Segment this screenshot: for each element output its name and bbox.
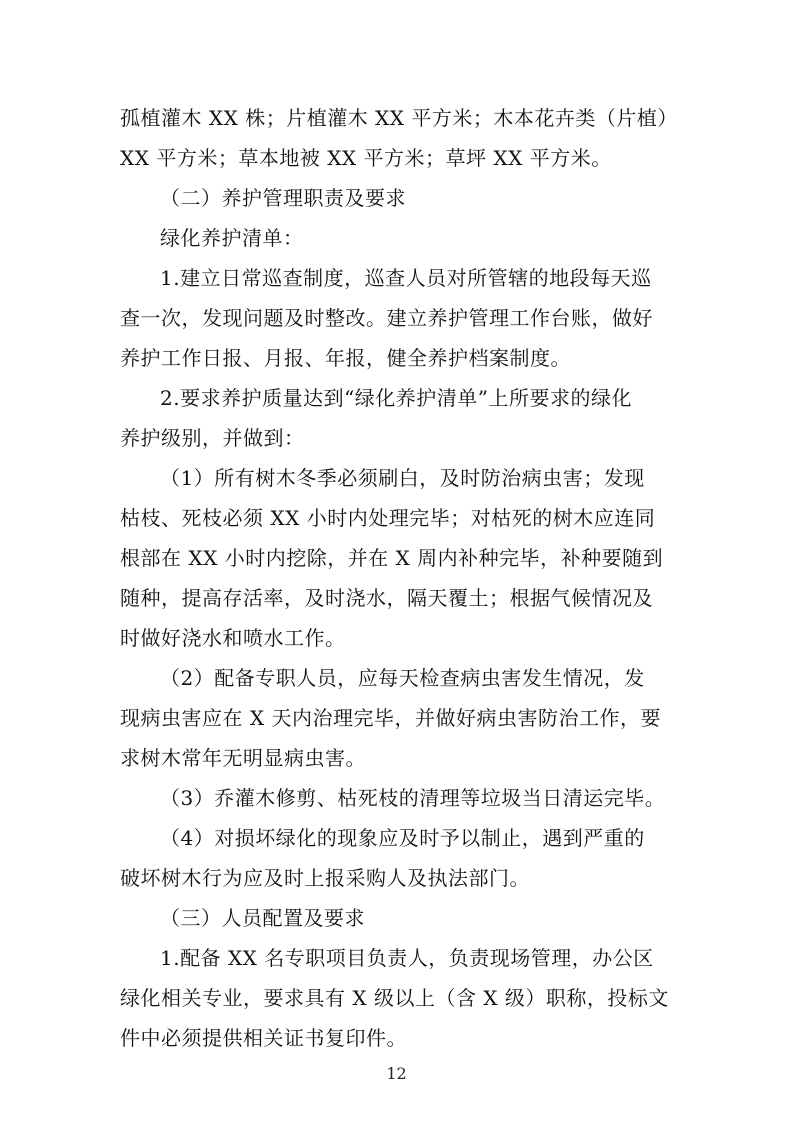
text-line: 件中必须提供相关证书复印件。 xyxy=(120,1026,407,1050)
text-line: XX 平方米；草本地被 XX 平方米；草坪 XX 平方米。 xyxy=(120,146,612,170)
text-line: 破坏树木行为应及时上报采购人及执法部门。 xyxy=(120,866,530,890)
text-line: 绿化养护清单： xyxy=(160,226,304,250)
text-line: 1.建立日常巡查制度，巡查人员对所管辖的地段每天巡 xyxy=(160,266,652,290)
text-line: 根部在 XX 小时内挖除，并在 X 周内补种完毕，补种要随到 xyxy=(120,546,664,570)
text-line: 查一次，发现问题及时整改。建立养护管理工作台账，做好 xyxy=(120,306,653,330)
text-line: 现病虫害应在 X 天内治理完毕，并做好病虫害防治工作，要 xyxy=(120,706,661,730)
text-line: 绿化相关专业，要求具有 X 级以上（含 X 级）职称，投标文 xyxy=(120,986,669,1010)
text-line: 枯枝、死枝必须 XX 小时内处理完毕；对枯死的树木应连同 xyxy=(120,506,656,530)
text-line: （1）所有树木冬季必须刷白，及时防治病虫害；发现 xyxy=(160,466,645,490)
section-heading: （二）养护管理职责及要求 xyxy=(160,186,406,210)
text-line: 时做好浇水和喷水工作。 xyxy=(120,626,346,650)
page-number: 12 xyxy=(386,1064,407,1083)
text-line: 2.要求养护质量达到“绿化养护清单”上所要求的绿化 xyxy=(160,386,633,410)
text-line: 养护级别，并做到： xyxy=(120,426,305,450)
text-line: （4）对损坏绿化的现象应及时予以制止，遇到严重的 xyxy=(160,826,645,850)
text-line: 求树木常年无明显病虫害。 xyxy=(120,746,366,770)
text-line: 1.配备 XX 名专职项目负责人，负责现场管理，办公区 xyxy=(160,946,654,970)
text-line: 随种，提高存活率，及时浇水，隔天覆土；根据气候情况及 xyxy=(120,586,653,610)
text-line: （3）乔灌木修剪、枯死枝的清理等垃圾当日清运完毕。 xyxy=(160,786,666,810)
text-line: （2）配备专职人员，应每天检查病虫害发生情况，发 xyxy=(160,666,645,690)
section-heading: （三）人员配置及要求 xyxy=(160,906,365,930)
text-line: 孤植灌木 XX 株；片植灌木 XX 平方米；木本花卉类（片植） xyxy=(120,106,678,130)
text-line: 养护工作日报、月报、年报，健全养护档案制度。 xyxy=(120,346,571,370)
